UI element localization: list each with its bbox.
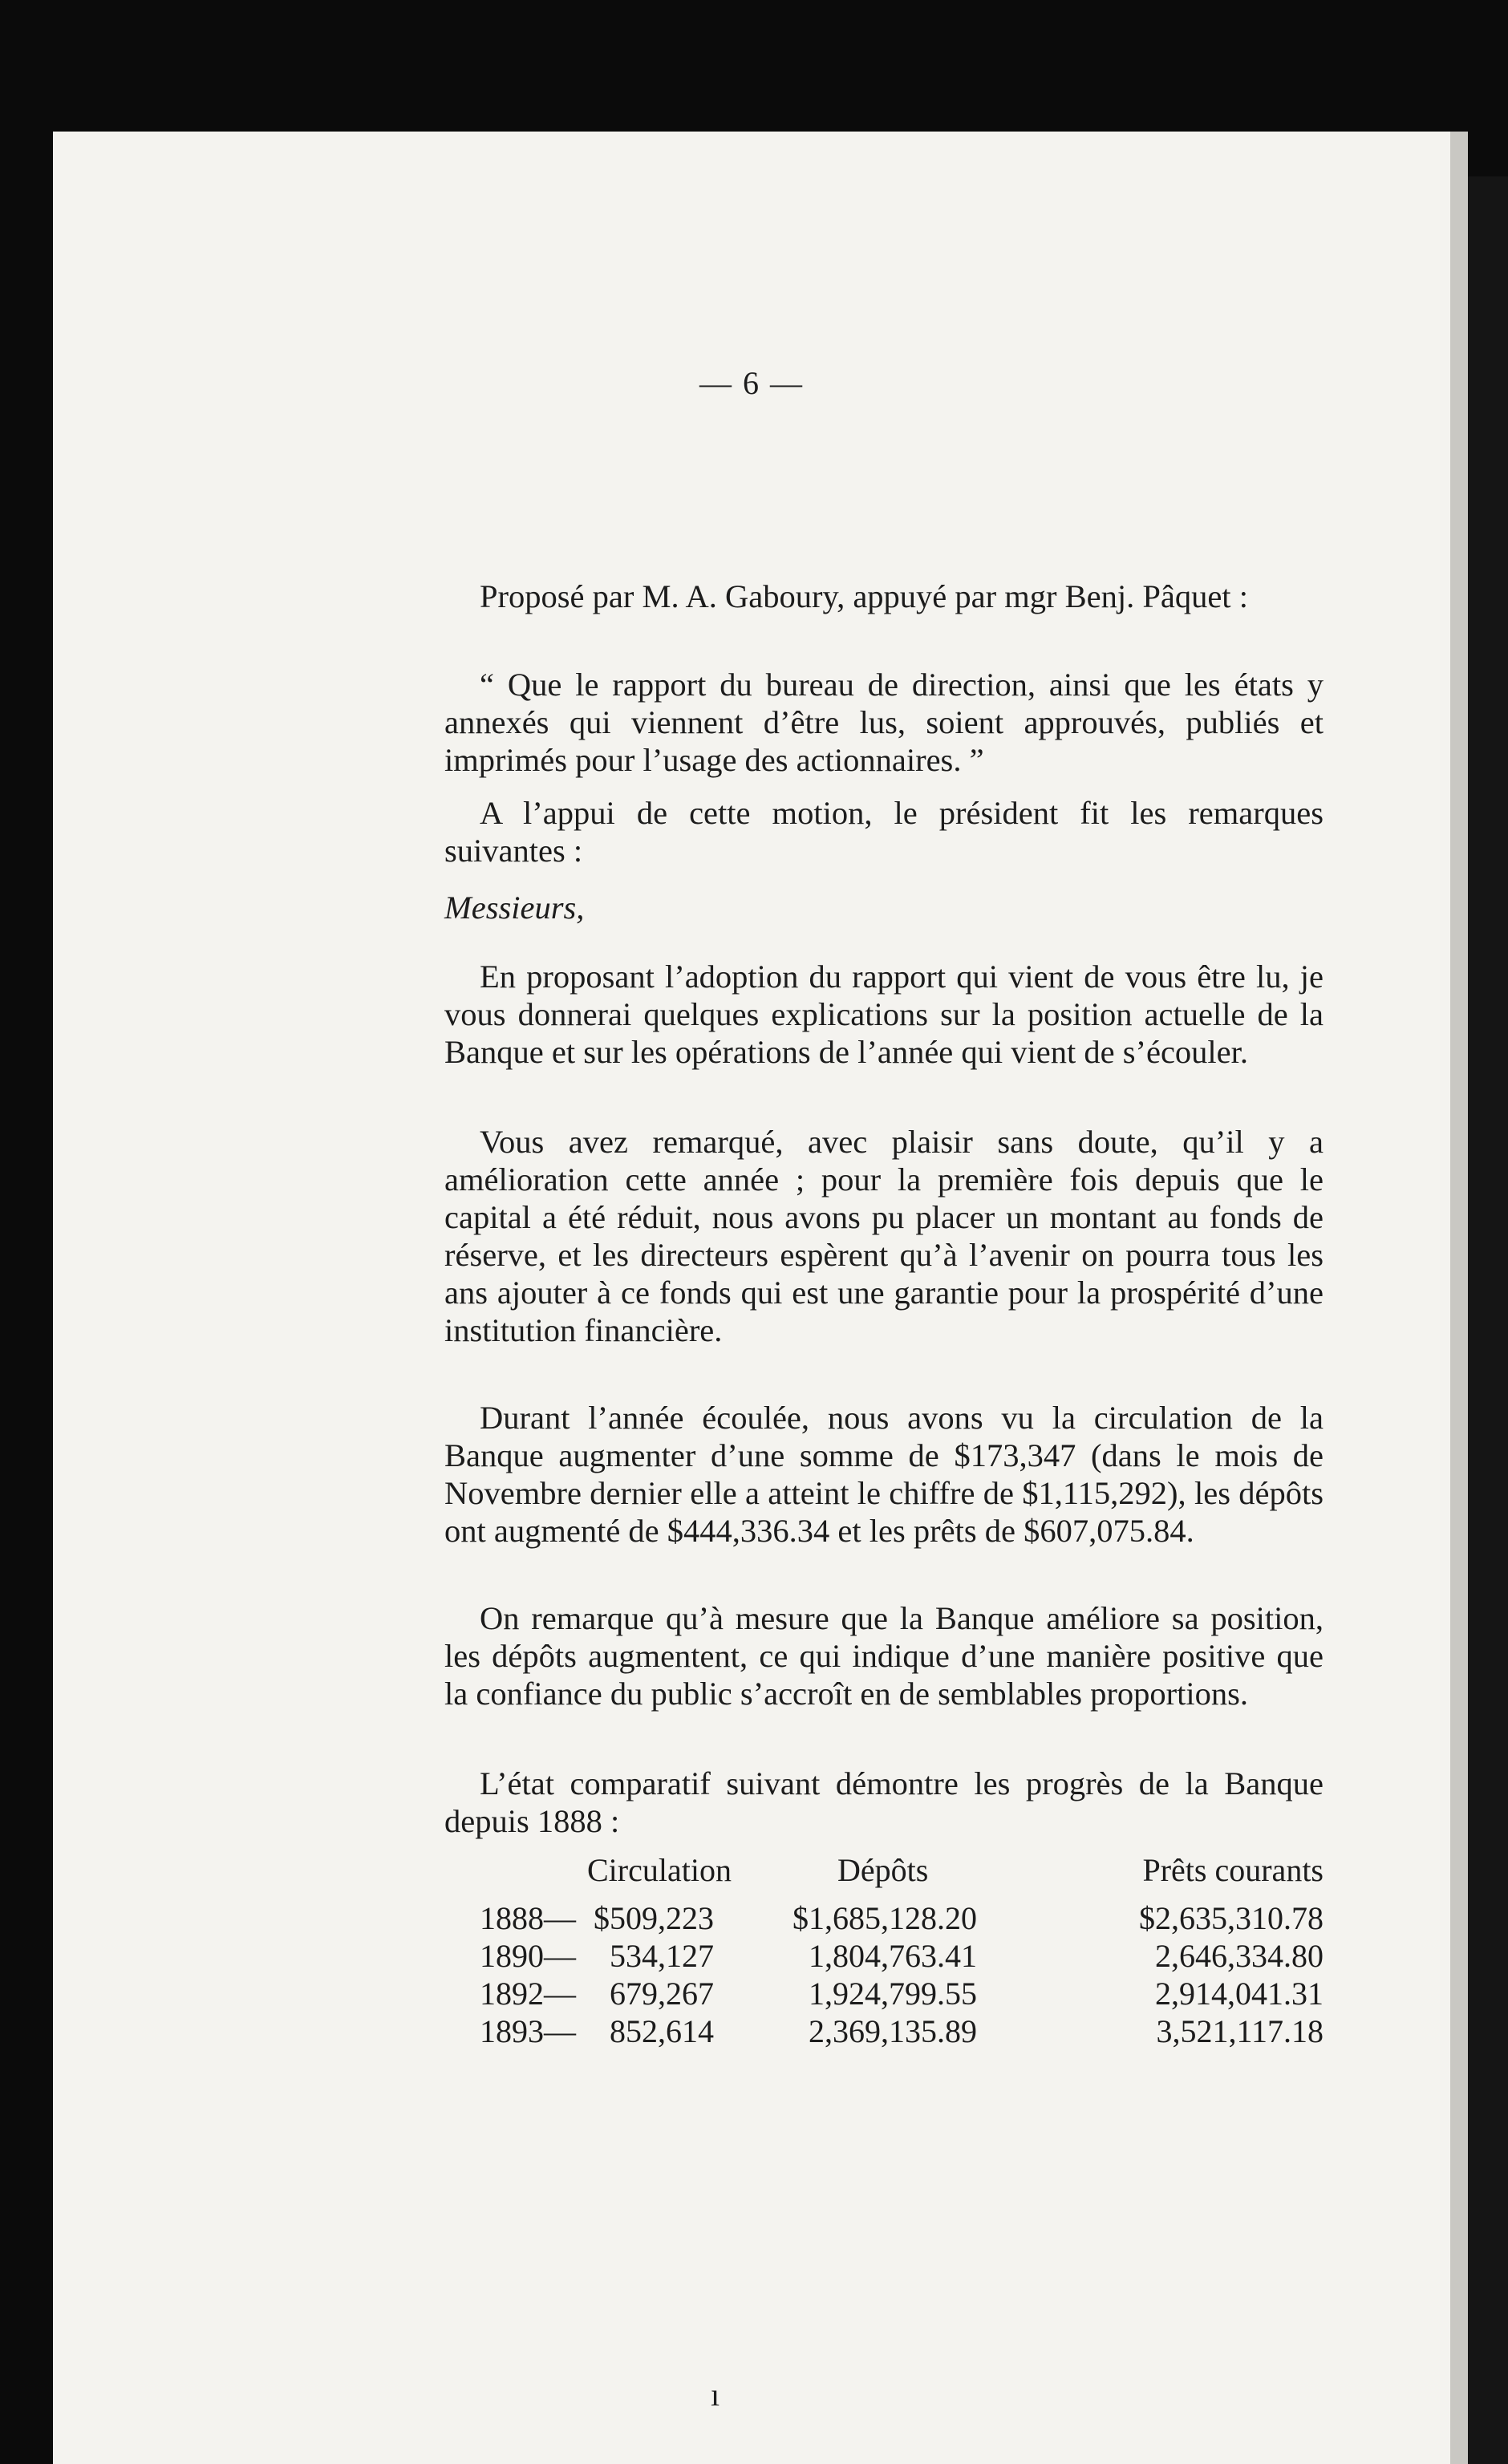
next-page-edge xyxy=(1450,132,1468,2464)
motion-quote: “ Que le rapport du bureau de direction, ainsi que les états y annexés qui viennent d’être lus, soient approuvés, publiés et imprimés pour l’usage des actionnaires. ” xyxy=(444,667,1324,778)
body-paragraph: L’état comparatif suivant démontre les progrès de la Banque depuis 1888 : xyxy=(444,1765,1324,1839)
year-cell: 1892— xyxy=(480,1976,576,2012)
motion-paragraph: Proposé par M. A. Gaboury, appuyé par mgr Benj. Pâquet : xyxy=(480,578,1248,614)
prets-cell: 2,646,334.80 xyxy=(1155,1938,1324,1974)
document-page xyxy=(53,132,1450,2464)
table-row xyxy=(444,1975,1324,2012)
stray-mark: ı xyxy=(711,2377,720,2413)
table-row xyxy=(444,1899,1324,1937)
body-paragraph: En proposant l’adoption du rapport qui vient de vous être lu, je vous donnerai quelques explications sur la position actuelle de la Banque et sur les opérations de l’année qui vient de s’écouler. xyxy=(444,958,1324,1070)
header-depots: Dépôts xyxy=(837,1852,929,1888)
table-row xyxy=(444,2012,1324,2050)
table-row xyxy=(444,1937,1324,1975)
header-circulation: Circulation xyxy=(587,1852,732,1888)
circulation-cell: 679,267 xyxy=(610,1976,714,2012)
depots-cell: 1,924,799.55 xyxy=(809,1976,977,2012)
year-cell: 1890— xyxy=(480,1938,576,1974)
header-prets: Prêts courants xyxy=(1142,1852,1324,1888)
body-paragraph: Durant l’année écoulée, nous avons vu la circulation de la Banque augmenter d’une somme de $173,347 (dans le mois de Novembre dernier elle a atteint le chiffre de $1,115,292), les dépôts ont augmenté de $444,336.34 et les prêts de $607,075.84. xyxy=(444,1400,1324,1549)
depots-cell: $1,685,128.20 xyxy=(793,1900,977,1936)
salutation: Messieurs, xyxy=(444,890,585,926)
circulation-cell: $509,223 xyxy=(594,1900,714,1936)
president-intro: A l’appui de cette motion, le président fit les remarques suivantes : xyxy=(444,795,1324,869)
depots-cell: 2,369,135.89 xyxy=(809,2013,977,2049)
year-cell: 1888— xyxy=(480,1900,576,1936)
scan-border xyxy=(1468,176,1508,2464)
prets-cell: $2,635,310.78 xyxy=(1139,1900,1324,1936)
depots-cell: 1,804,763.41 xyxy=(809,1938,977,1974)
body-paragraph: Vous avez remarqué, avec plaisir sans doute, qu’il y a amélioration cette année ; pour la première fois depuis que le capital a été réduit, nous avons pu placer un montant au fonds de réserve, et les directeurs espèrent qu’à l’avenir on pourra tous les ans ajouter à ce fonds qui est une garantie pour la prospérité d’une institution financière. xyxy=(444,1124,1324,1348)
circulation-cell: 534,127 xyxy=(610,1938,714,1974)
page-number: — 6 — xyxy=(699,365,804,401)
prets-cell: 2,914,041.31 xyxy=(1155,1976,1324,2012)
body-paragraph: On remarque qu’à mesure que la Banque améliore sa position, les dépôts augmentent, ce qui indique d’une manière positive que la confiance du public s’accroît en de semblables proportions. xyxy=(444,1600,1324,1712)
prets-cell: 3,521,117.18 xyxy=(1156,2013,1324,2049)
circulation-cell: 852,614 xyxy=(610,2013,714,2049)
year-cell: 1893— xyxy=(480,2013,576,2049)
